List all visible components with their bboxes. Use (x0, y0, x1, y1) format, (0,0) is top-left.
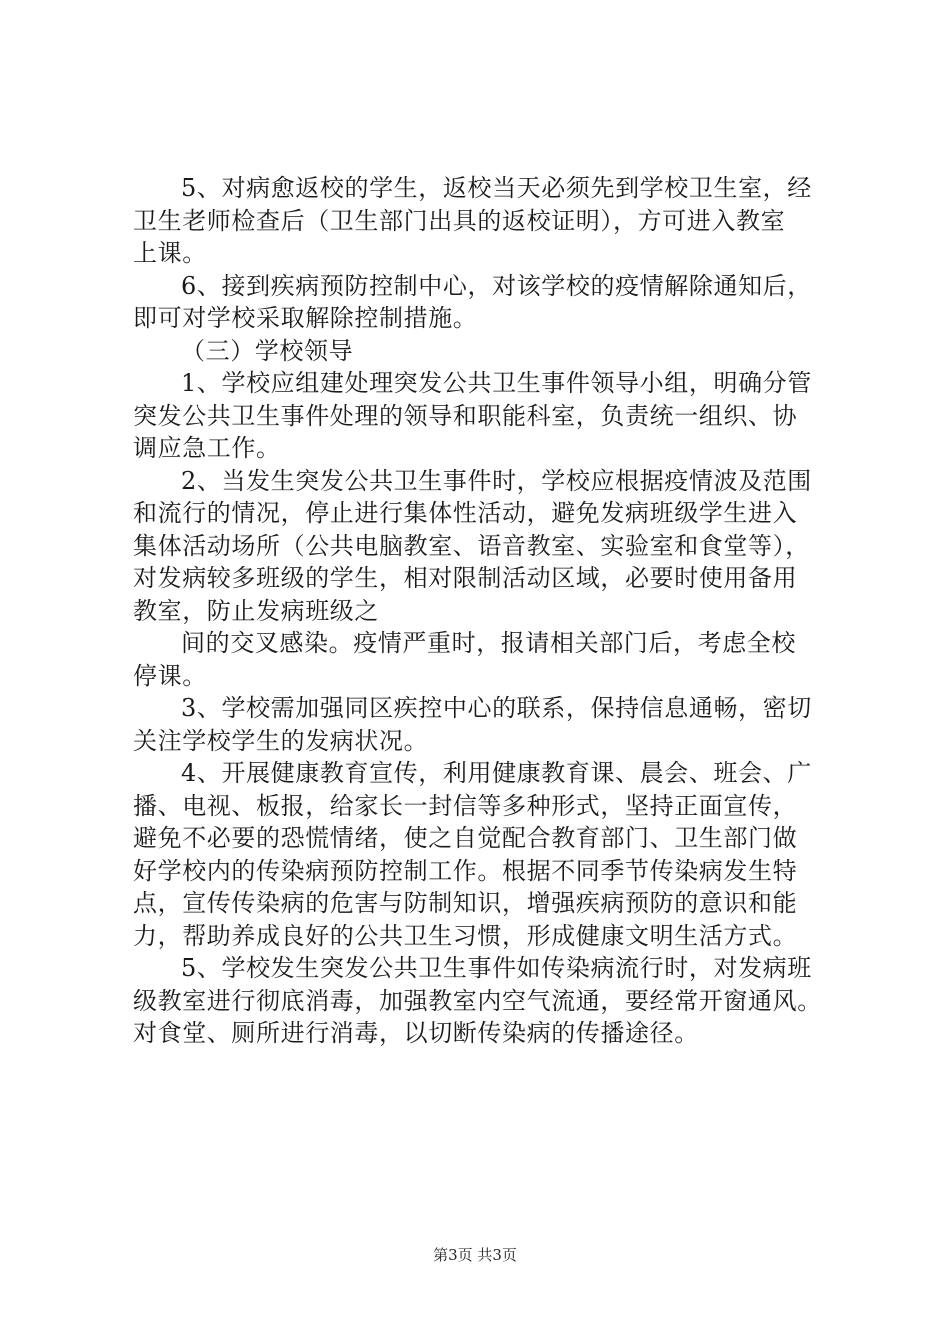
text-line: 卫生老师检查后（卫生部门出具的返校证明），方可进入教室 (133, 206, 786, 235)
paragraph-cdc-contact (133, 692, 853, 757)
text-line: 5、对病愈返校的学生，返校当天必须先到学校卫生室，经 (181, 174, 812, 202)
paragraph-lift-control (133, 270, 853, 335)
page-number-label: 第3页 共3页 (433, 1246, 517, 1264)
text-line: 5、学校发生突发公共卫生事件如传染病流行时，对发病班 (181, 954, 812, 982)
text-line: 对食堂、厕所进行消毒，以切断传染病的传播途径。 (133, 1019, 699, 1047)
text-line: 停课。 (133, 661, 207, 690)
text-line: 调应急工作。 (133, 434, 281, 462)
text-line: 1、学校应组建处理突发公共卫生事件领导小组，明确分管 (181, 369, 812, 397)
text-line: 即可对学校采取解除控制措施。 (133, 304, 478, 332)
text-line: 6、接到疾病预防控制中心，对该学校的疫情解除通知后， (181, 271, 812, 300)
page-footer (0, 1244, 950, 1265)
text-line: 对发病较多班级的学生，相对限制活动区域，必要时使用备用 (133, 564, 798, 592)
paragraph-stop-group-activities (133, 465, 853, 628)
text-line: 播、电视、板报，给家长一封信等多种形式，坚持正面宣传， (133, 791, 798, 820)
paragraph-cross-infection (133, 627, 853, 692)
text-line: 突发公共卫生事件处理的领导和职能科室，负责统一组织、协 (133, 401, 798, 430)
paragraph-disinfection (133, 952, 853, 1050)
section-heading-school-leadership (133, 335, 853, 368)
text-line: 教室，防止发病班级之 (133, 596, 379, 625)
text-line: 力，帮助养成良好的公共卫生习惯，形成健康文明生活方式。 (133, 921, 798, 950)
section-heading: （三）学校领导 (181, 336, 354, 365)
text-line: 关注学校学生的发病状况。 (133, 726, 429, 755)
text-line: 集体活动场所（公共电脑教室、语音教室、实验室和食堂等）， (133, 531, 810, 560)
paragraph-return-to-school (133, 172, 853, 270)
text-line: 好学校内的传染病预防控制工作。根据不同季节传染病发生特 (133, 856, 798, 885)
text-line: 上课。 (133, 239, 207, 267)
text-line: 2、当发生突发公共卫生事件时，学校应根据疫情波及范围 (181, 466, 812, 495)
text-line: 级教室进行彻底消毒，加强教室内空气流通，要经常开窗通风。 (133, 986, 822, 1015)
text-line: 3、学校需加强同区疾控中心的联系，保持信息通畅，密切 (181, 694, 812, 722)
text-line: 4、开展健康教育宣传，利用健康教育课、晨会、班会、广 (181, 759, 812, 787)
text-line: 避免不必要的恐慌情绪，使之自觉配合教育部门、卫生部门做 (133, 824, 798, 852)
text-line: 间的交叉感染。疫情严重时，报请相关部门后，考虑全校 (181, 629, 796, 657)
paragraph-health-education (133, 757, 853, 952)
document-body (133, 172, 853, 1050)
text-line: 点，宣传传染病的危害与防制知识，增强疾病预防的意识和能 (133, 889, 798, 917)
text-line: 和流行的情况，停止进行集体性活动，避免发病班级学生进入 (133, 499, 798, 527)
paragraph-leadership-group (133, 367, 853, 465)
